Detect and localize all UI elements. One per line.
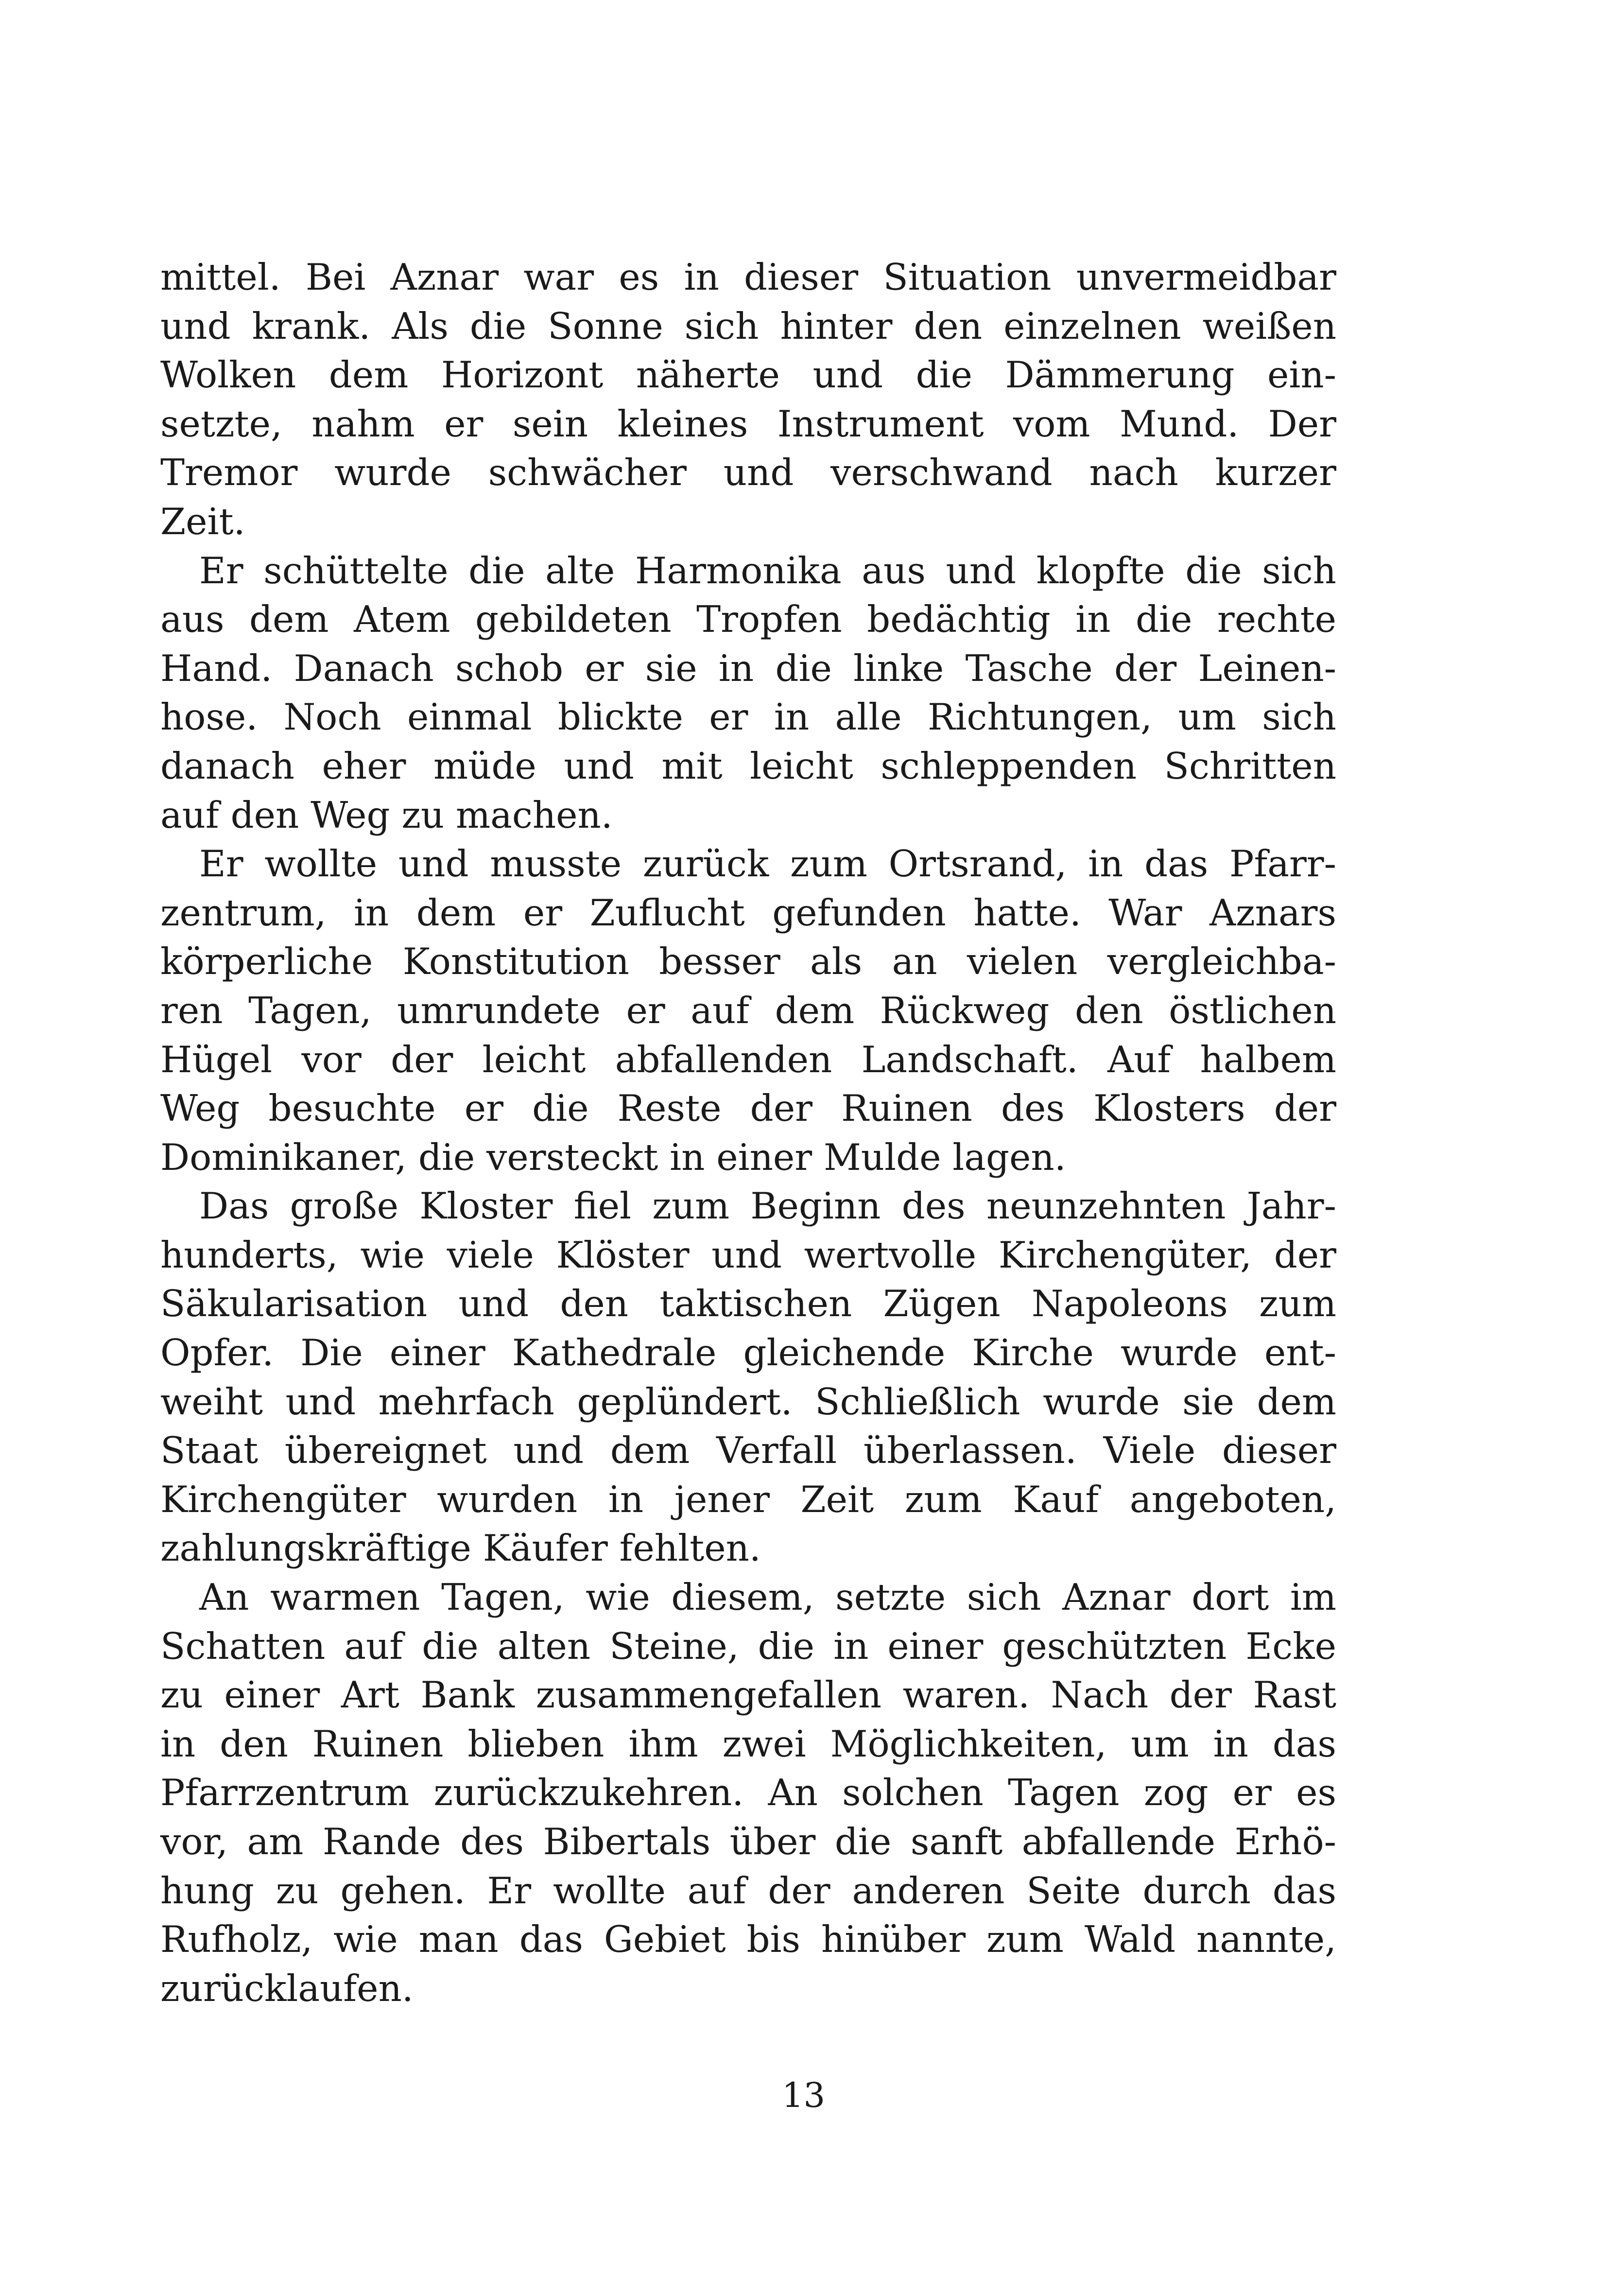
text-line: Dominikaner, die versteckt in einer Mulde lagen.: [160, 1135, 1066, 1179]
paragraph: [160, 1573, 1336, 2013]
text-line: Säkularisation und den taktischen Zügen Napoleons zum: [160, 1282, 1336, 1325]
text-line: vor, am Rande des Bibertals über die sanft abfallende Erhö-: [160, 1820, 1336, 1863]
text-line: setzte, nahm er sein kleines Instrument vom Mund. Der: [160, 402, 1336, 445]
text-line: zentrum, in dem er Zuflucht gefunden hatte. War Aznars: [160, 891, 1336, 934]
text-line: ren Tagen, umrundete er auf dem Rückweg den östlichen: [160, 989, 1336, 1032]
text-line: hung zu gehen. Er wollte auf der anderen Seite durch das: [160, 1869, 1336, 1912]
text-line: hose. Noch einmal blickte er in alle Richtungen, um sich: [160, 696, 1336, 739]
text-line: Rufholz, wie man das Gebiet bis hinüber zum Wald nannte,: [160, 1918, 1336, 1961]
paragraph: [160, 839, 1336, 1182]
paragraph: [160, 253, 1336, 546]
text-line: Zeit.: [160, 500, 245, 543]
text-line: Er schüttelte die alte Harmonika aus und klopfte die sich: [199, 549, 1336, 592]
text-line: Tremor wurde schwächer und verschwand nach kurzer: [160, 451, 1336, 494]
text-line: körperliche Konstitution besser als an vielen vergleichba-: [160, 940, 1336, 983]
text-line: Weg besuchte er die Reste der Ruinen des Klosters der: [160, 1087, 1336, 1130]
text-line: Schatten auf die alten Steine, die in einer geschützten Ecke: [160, 1624, 1336, 1668]
text-line: Staat übereignet und dem Verfall überlassen. Viele dieser: [160, 1429, 1336, 1472]
text-line: zahlungskräftige Käufer fehlten.: [160, 1527, 761, 1570]
text-line: Er wollte und musste zurück zum Ortsrand, in das Pfarr-: [199, 842, 1336, 886]
text-line: hunderts, wie viele Klöster und wertvolle Kirchengüter, der: [160, 1233, 1336, 1276]
text-line: Kirchengüter wurden in jener Zeit zum Kauf angeboten,: [160, 1478, 1336, 1521]
text-line: und krank. Als die Sonne sich hinter den einzelnen weißen: [160, 304, 1336, 348]
paragraph: [160, 546, 1336, 840]
text-line: danach eher müde und mit leicht schleppenden Schritten: [160, 744, 1336, 787]
text-line: An warmen Tagen, wie diesem, setzte sich Aznar dort im: [199, 1576, 1336, 1619]
paragraph: [160, 1182, 1336, 1573]
text-line: in den Ruinen blieben ihm zwei Möglichkeiten, um in das: [160, 1722, 1336, 1765]
text-line: Pfarrzentrum zurückzukehren. An solchen Tagen zog er es: [160, 1771, 1336, 1814]
text-line: mittel. Bei Aznar war es in dieser Situation unvermeidbar: [160, 256, 1336, 298]
body-text: [160, 253, 1336, 2013]
text-line: Hand. Danach schob er sie in die linke Tasche der Leinen-: [160, 646, 1336, 690]
page-number: 13: [781, 2075, 826, 2115]
text-line: Opfer. Die einer Kathedrale gleichende Kirche wurde ent-: [160, 1331, 1336, 1374]
text-line: Wolken dem Horizont näherte und die Dämmerung ein-: [160, 353, 1336, 397]
text-line: auf den Weg zu machen.: [160, 793, 613, 836]
text-line: zurücklaufen.: [160, 1966, 414, 2010]
text-line: zu einer Art Bank zusammengefallen waren. Nach der Rast: [160, 1673, 1336, 1717]
text-line: aus dem Atem gebildeten Tropfen bedächtig in die rechte: [160, 598, 1336, 641]
text-line: weiht und mehrfach geplündert. Schließlich wurde sie dem: [160, 1380, 1336, 1423]
text-line: Das große Kloster fiel zum Beginn des neunzehnten Jahr-: [199, 1184, 1336, 1228]
text-line: Hügel vor der leicht abfallenden Landschaft. Auf halbem: [160, 1038, 1336, 1081]
